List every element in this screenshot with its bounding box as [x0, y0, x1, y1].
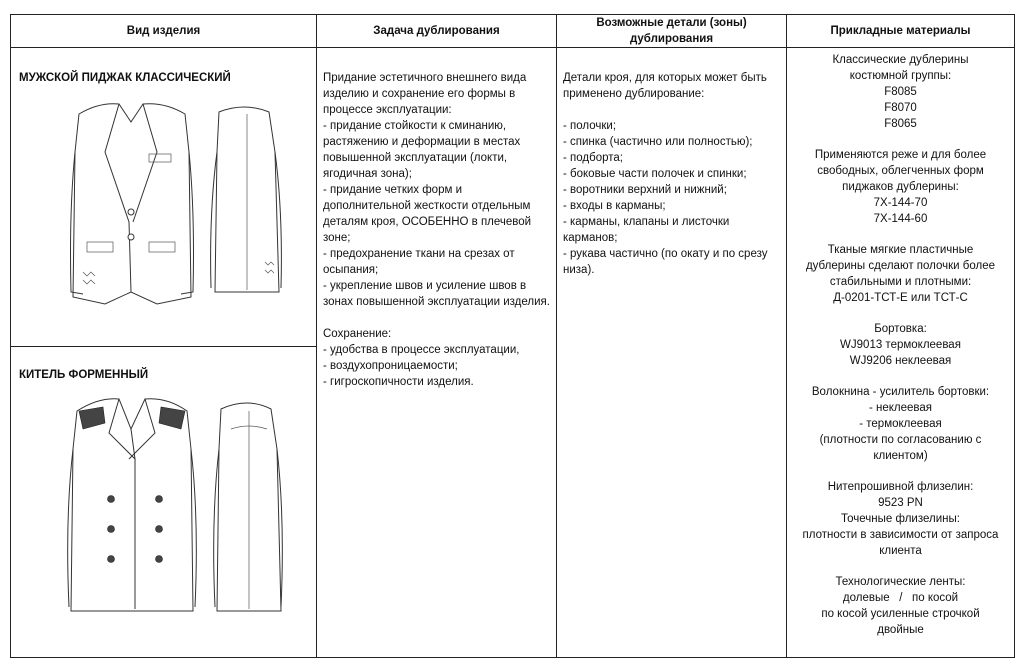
- material-line: (плотности по согласованию с: [819, 434, 982, 446]
- material-line: Технологические ленты:: [835, 576, 966, 588]
- item-title: МУЖСКОЙ ПИДЖАК КЛАССИЧЕСКИЙ: [19, 72, 231, 84]
- uniform-front-icon: [67, 399, 196, 611]
- material-group: [793, 147, 1008, 227]
- material-line: F8085: [884, 86, 917, 98]
- header-item-type: Вид изделия: [11, 15, 317, 48]
- material-line: Классические дублерины: [832, 54, 969, 66]
- task-paragraph-preservation: Сохранение: - удобства в процессе эксплуатации, - воздухопроницаемости; - гигроскопичности изделия.: [323, 328, 520, 388]
- header-doubling-zones: Возможные детали (зоны) дублирования: [557, 15, 787, 48]
- doubling-table: [10, 14, 1015, 658]
- item-title: КИТЕЛЬ ФОРМЕННЫЙ: [19, 369, 149, 381]
- material-line: Бортовка:: [874, 323, 927, 335]
- jacket-front-icon: [70, 104, 193, 304]
- material-line: F8065: [884, 118, 917, 130]
- material-line: по косой усиленные строчкой: [821, 608, 980, 620]
- material-line: - термоклеевая: [859, 418, 942, 430]
- item-cell-jacket: [11, 48, 317, 347]
- material-group: [793, 479, 1008, 559]
- material-line: пиджаков дублерины:: [842, 181, 959, 193]
- material-group: [793, 384, 1008, 464]
- material-line: плотности в зависимости от запроса: [802, 529, 999, 541]
- task-paragraph-aesthetics: Придание эстетичного внешнего вида изделию и сохранение его формы в процессе эксплуатации: - придание стойкости к сминанию, растяжению и деформации в местах повышенной эксплуатации (локти, ягодичная зона); - придание четких форм и дополнительной жесткости отдельным деталям кроя, ОСОБЕННО в плечевой зоне; - предохранение ткани на срезах от осыпания; - укрепление швов и усиление швов в зонах повышенной эксплуатации изделия.: [323, 72, 550, 308]
- material-line: Д-0201-ТСТ-Е или ТСТ-С: [833, 292, 968, 304]
- item-cell-uniform-jacket: [11, 347, 317, 658]
- jacket-back-icon: [210, 107, 281, 292]
- material-line: дублерины сделают полочки более: [805, 260, 996, 272]
- material-line: WJ9206 неклеевая: [849, 355, 952, 367]
- material-line: костюмной группы:: [849, 70, 952, 82]
- classic-jacket-drawing: [39, 92, 289, 317]
- materials-cell: [787, 48, 1015, 658]
- uniform-back-icon: [213, 403, 282, 611]
- material-group: [793, 574, 1008, 638]
- material-line: свободных, облегченных форм: [817, 165, 984, 177]
- material-line: 7X-144-60: [873, 213, 928, 225]
- details-list: - полочки; - спинка (частично или полностью); - подборта; - боковые части полочек и спинки; - воротники верхний и нижний; - входы в карманы; - карманы, клапаны и листочки карманов; - рукава частично (по окату и по срезу низа).: [563, 120, 768, 276]
- material-line: Применяются реже и для более: [814, 149, 987, 161]
- material-line: двойные: [877, 624, 924, 636]
- material-group: [793, 242, 1008, 306]
- material-line: Тканые мягкие пластичные: [827, 244, 974, 256]
- header-applied-materials: Прикладные материалы: [787, 15, 1015, 48]
- material-line: Нитепрошивной флизелин:: [827, 481, 974, 493]
- material-line: клиента: [879, 545, 922, 557]
- material-line: 9523 PN: [878, 497, 923, 509]
- material-line: стабильными и плотными:: [829, 276, 972, 288]
- header-row: [11, 15, 1015, 48]
- task-cell: [317, 48, 557, 658]
- details-cell: [557, 48, 787, 658]
- material-line: Волокнина - усилитель бортовки:: [811, 386, 990, 398]
- material-group: [793, 321, 1008, 369]
- material-line: клиентом): [873, 450, 928, 462]
- material-line: WJ9013 термоклеевая: [840, 339, 961, 351]
- material-line: 7X-144-70: [873, 197, 928, 209]
- material-line: долевые / по косой: [842, 592, 959, 604]
- header-doubling-task: Задача дублирования: [317, 15, 557, 48]
- material-line: Точечные флизелины:: [841, 513, 960, 525]
- material-line: - неклеевая: [868, 402, 933, 414]
- uniform-jacket-drawing: [39, 389, 289, 629]
- material-group: [793, 52, 1008, 132]
- table-row: [11, 48, 1015, 347]
- details-intro: Детали кроя, для которых может быть применено дублирование:: [563, 72, 767, 100]
- material-line: F8070: [884, 102, 917, 114]
